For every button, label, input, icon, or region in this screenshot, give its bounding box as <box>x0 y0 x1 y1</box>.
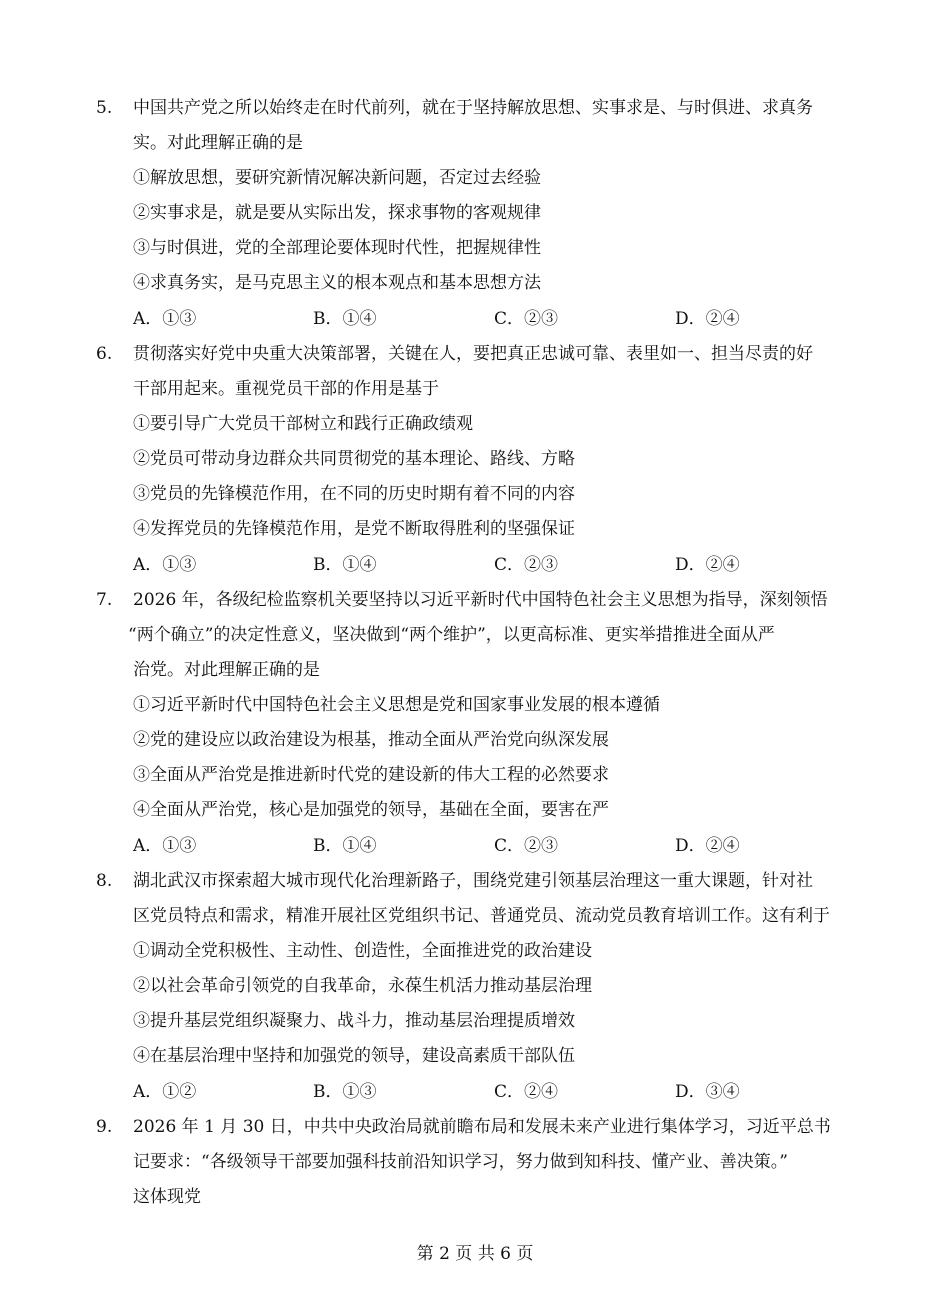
answer-option-a: A．①② <box>133 1082 197 1102</box>
question-stem-line: 贯彻落实好党中央重大决策部署，关键在人，要把真正忠诚可靠、表里如一、担当尽责的好 <box>133 344 813 364</box>
answer-option-b: B．①④ <box>313 309 377 329</box>
question-stem-line: 实。对此理解正确的是 <box>133 133 303 153</box>
question-stem-line: 2026 年，各级纪检监察机关要坚持以习近平新时代中国特色社会主义思想为指导，深刻领悟 <box>133 590 828 610</box>
question-number: 7. <box>96 590 113 610</box>
answer-option-d: D．③④ <box>675 1082 740 1102</box>
answer-option-b: B．①④ <box>313 836 377 856</box>
question-number: 8. <box>96 871 113 891</box>
answer-option-d: D．②④ <box>675 555 740 575</box>
question-stem-line: 记要求：“各级领导干部要加强科技前沿知识学习，努力做到知科技、懂产业、善决策。” <box>133 1152 788 1172</box>
statement-item: ③党员的先锋模范作用，在不同的历史时期有着不同的内容 <box>133 484 575 504</box>
statement-item: ③全面从严治党是推进新时代党的建设新的伟大工程的必然要求 <box>133 765 609 785</box>
statement-item: ②以社会革命引领党的自我革命，永葆生机活力推动基层治理 <box>133 976 592 996</box>
question-stem-line: 干部用起来。重视党员干部的作用是基于 <box>133 379 439 399</box>
answer-option-c: C．②③ <box>494 309 559 329</box>
statement-item: ①要引导广大党员干部树立和践行正确政绩观 <box>133 414 473 434</box>
answer-option-a: A．①③ <box>133 836 197 856</box>
answer-option-a: A．①③ <box>133 309 197 329</box>
question-stem-line: 区党员特点和需求，精准开展社区党组织书记、普通党员、流动党员教育培训工作。这有利于 <box>133 906 830 926</box>
statement-item: ②党员可带动身边群众共同贯彻党的基本理论、路线、方略 <box>133 449 575 469</box>
statement-item: ①习近平新时代中国特色社会主义思想是党和国家事业发展的根本遵循 <box>133 695 660 715</box>
question-number: 6. <box>96 344 113 364</box>
question-stem-line: 2026 年 1 月 30 日，中共中央政治局就前瞻布局和发展未来产业进行集体学习，习近平总书 <box>133 1117 831 1137</box>
answer-option-b: B．①④ <box>313 555 377 575</box>
statement-item: ③提升基层党组织凝聚力、战斗力，推动基层治理提质增效 <box>133 1011 575 1031</box>
statement-item: ③与时俱进，党的全部理论要体现时代性，把握规律性 <box>133 238 541 258</box>
question-stem-line: 治党。对此理解正确的是 <box>133 660 320 680</box>
statement-item: ①调动全党积极性、主动性、创造性，全面推进党的政治建设 <box>133 941 592 961</box>
statement-item: ④在基层治理中坚持和加强党的领导，建设高素质干部队伍 <box>133 1046 575 1066</box>
answer-option-c: C．②③ <box>494 836 559 856</box>
question-stem-line: 中国共产党之所以始终走在时代前列，就在于坚持解放思想、实事求是、与时俱进、求真务 <box>133 98 813 118</box>
statement-item: ④求真务实，是马克思主义的根本观点和基本思想方法 <box>133 273 541 293</box>
question-number: 9. <box>96 1117 113 1137</box>
statement-item: ②党的建设应以政治建设为根基，推动全面从严治党向纵深发展 <box>133 730 609 750</box>
page-footer: 第 2 页 共 6 页 <box>416 1244 534 1264</box>
statement-item: ④全面从严治党，核心是加强党的领导，基础在全面，要害在严 <box>133 800 609 820</box>
statement-item: ①解放思想，要研究新情况解决新问题，否定过去经验 <box>133 168 541 188</box>
answer-option-b: B．①③ <box>313 1082 377 1102</box>
answer-option-c: C．②④ <box>494 1082 559 1102</box>
question-stem-line: 这体现党 <box>133 1187 201 1207</box>
answer-option-c: C．②③ <box>494 555 559 575</box>
statement-item: ②实事求是，就是要从实际出发，探求事物的客观规律 <box>133 203 541 223</box>
answer-option-a: A．①③ <box>133 555 197 575</box>
answer-option-d: D．②④ <box>675 836 740 856</box>
question-stem-line: 湖北武汉市探索超大城市现代化治理新路子，围绕党建引领基层治理这一重大课题，针对社 <box>133 871 813 891</box>
statement-item: ④发挥党员的先锋模范作用，是党不断取得胜利的坚强保证 <box>133 519 575 539</box>
question-number: 5. <box>96 98 113 118</box>
question-stem-line: “两个确立”的决定性意义，坚决做到“两个维护”，以更高标准、更实举措推进全面从严 <box>128 625 775 645</box>
answer-option-d: D．②④ <box>675 309 740 329</box>
